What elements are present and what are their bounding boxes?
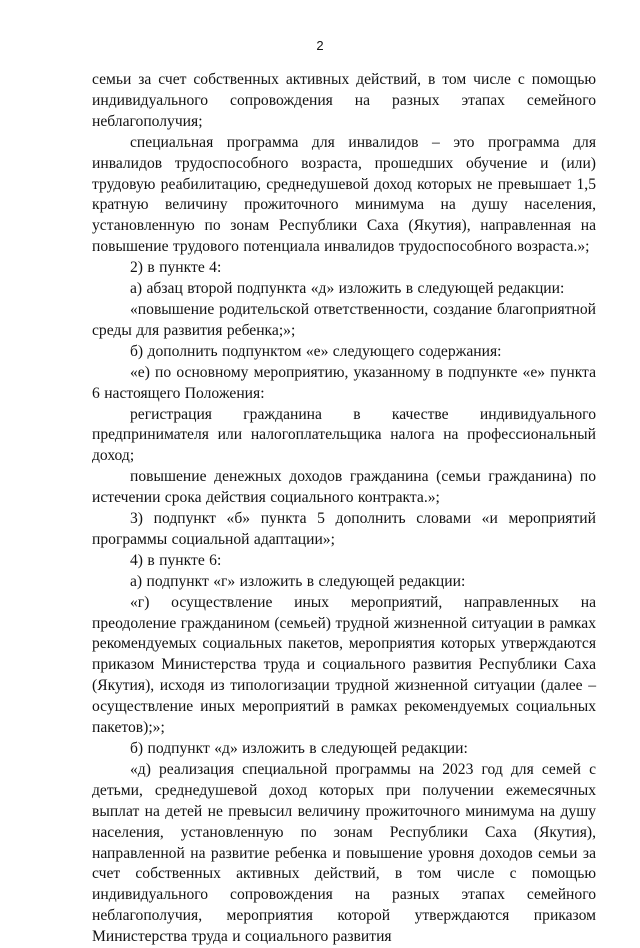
paragraph: специальная программа для инвалидов – это программа для инвалидов трудоспособного возраста, прошедших обучение и (или) трудовую реабилитацию, среднедушевой доход которых не превышает 1,5 кратную величину прожиточного минимума на душу населения, установленную по зонам Республики Саха (Якутия), направленная на повышение трудового потенциала инвалидов трудоспособного возраста.»; bbox=[92, 133, 596, 256]
paragraph: а) подпункт «г» изложить в следующей редакции: bbox=[130, 572, 466, 590]
paragraph-continuation: семьи за счет собственных активных действий, в том числе с помощью индивидуального сопровождения на разных этапах семейного неблагополучия; bbox=[92, 71, 596, 130]
document-body bbox=[92, 70, 596, 948]
paragraph: «г) осуществление иных мероприятий, направленных на преодоление гражданином (семьей) трудной жизненной ситуации в рамках рекомендуемых социальных пакетов, мероприятия которых утверждаются приказом Министерства труда и социального развития Республики Саха (Якутия), исходя из типологизации трудной жизненной ситуации (далее – осуществление иных мероприятий в рамках рекомендуемых социальных пакетов);»; bbox=[92, 593, 596, 737]
paragraph: «д) реализация специальной программы на 2023 год для семей с детьми, среднедушевой доход которых при получении ежемесячных выплат на детей не превысил величину прожиточного минимума на душу населения, установленную по зонам Республики Саха (Якутия), направленной на развитие ребенка и повышение уровня доходов семьи за счет собственных активных действий, в том числе с помощью индивидуального сопровождения на разных этапах семейного неблагополучия, мероприятия которой утверждаются приказом Министерства труда и социального развития bbox=[92, 760, 596, 946]
paragraph: б) дополнить подпунктом «е» следующего содержания: bbox=[130, 342, 502, 360]
paragraph: «повышение родительской ответственности, создание благоприятной среды для развития ребенка;»; bbox=[92, 300, 596, 339]
paragraph: «е) по основному мероприятию, указанному в подпункте «е» пункта 6 настоящего Положения: bbox=[92, 363, 596, 402]
paragraph: 4) в пункте 6: bbox=[130, 551, 222, 569]
page-number: 2 bbox=[316, 38, 324, 53]
paragraph: 3) подпункт «б» пункта 5 дополнить словами «и мероприятий программы социальной адаптации»; bbox=[92, 510, 596, 548]
paragraph: регистрация гражданина в качестве индивидуального предпринимателя или налогоплательщика налога на профессиональный доход; bbox=[92, 405, 596, 465]
paragraph: 2) в пункте 4: bbox=[130, 259, 222, 277]
paragraph: а) абзац второй подпункта «д» изложить в следующей редакции: bbox=[130, 280, 565, 298]
paragraph: повышение денежных доходов гражданина (семьи гражданина) по истечении срока действия социального контракта.»; bbox=[92, 468, 596, 507]
paragraph: б) подпункт «д» изложить в следующей редакции: bbox=[130, 740, 468, 757]
